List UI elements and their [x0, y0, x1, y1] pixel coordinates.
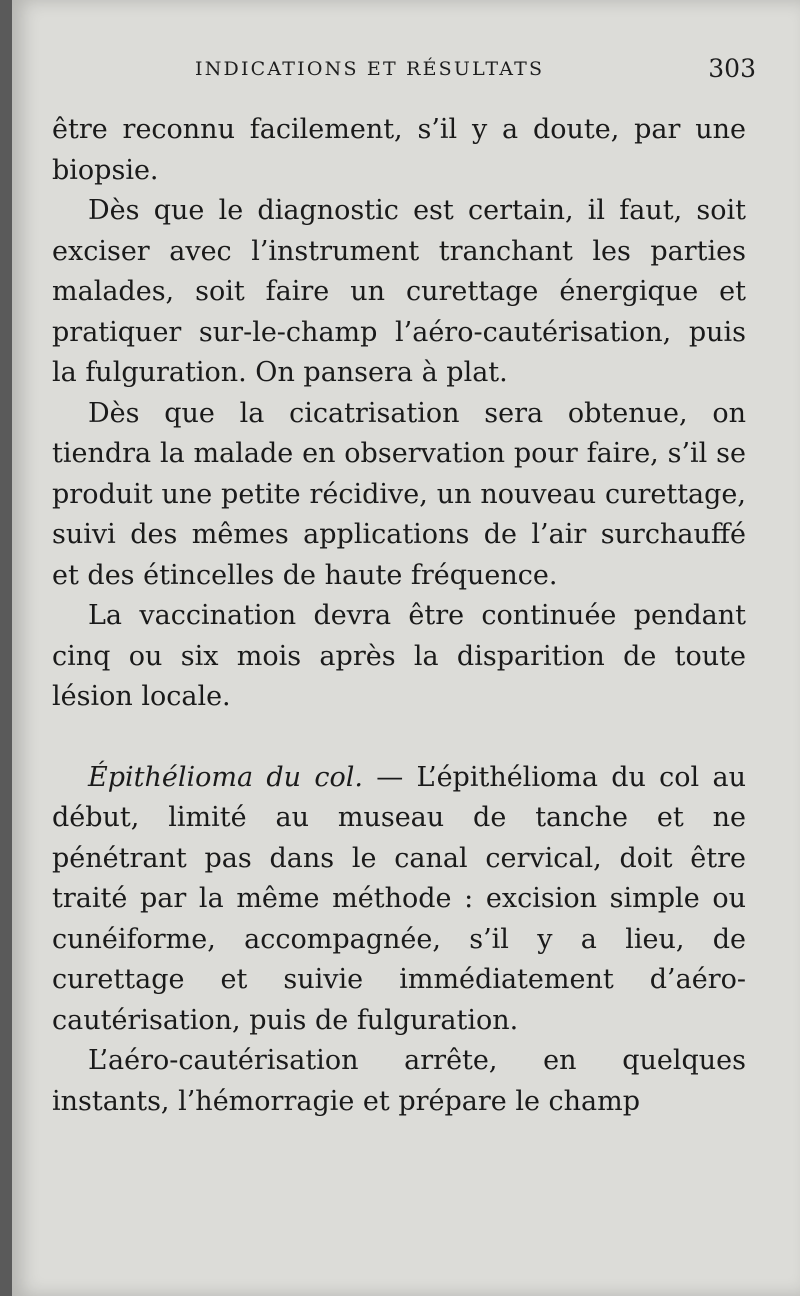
body-text	[52, 110, 746, 1122]
paragraph-continued: être reconnu facilement, s’il y a doute, par une biopsie.	[52, 114, 746, 186]
running-title: INDICATIONS ET RÉSULTATS	[195, 58, 545, 80]
section-gap	[52, 718, 746, 758]
paragraph-epithelioma	[52, 758, 746, 1042]
paragraph-observation: Dès que la cicatrisation sera obtenue, on tiendra la malade en observation pour faire, s’il se produit une petite récidive, un nouveau curettage, suivi des mêmes applications de l’air surchauffé et des étincelles de haute fréquence.	[52, 397, 746, 591]
section-dash: —	[362, 761, 417, 793]
paragraph-aero-cauterisation: L’aéro-cautérisation arrête, en quelques instants, l’hémorragie et prépare le champ	[52, 1045, 746, 1117]
section-title: Épithélioma du col.	[88, 761, 363, 793]
paragraph-vaccination: La vaccination devra être continuée pendant cinq ou six mois après la disparition de toute lésion locale.	[52, 600, 746, 712]
page-number: 303	[708, 54, 756, 83]
book-page	[12, 0, 800, 1296]
section-first-paragraph: L’épithélioma du col au début, limité au museau de tanche et ne pénétrant pas dans le canal cervical, doit être traité par la même méthode : excision simple ou cunéiforme, accompagnée, s’il y a lieu, de curettage et suivie immédiatement d’aéro-cautérisation, puis de fulguration.	[52, 761, 746, 1036]
running-head	[12, 54, 800, 84]
paragraph-treatment: Dès que le diagnostic est certain, il faut, soit exciser avec l’instrument tranchant les parties malades, soit faire un curettage énergique et pratiquer sur-le-champ l’aéro-cautérisation, puis la fulguration. On pansera à plat.	[52, 195, 746, 388]
